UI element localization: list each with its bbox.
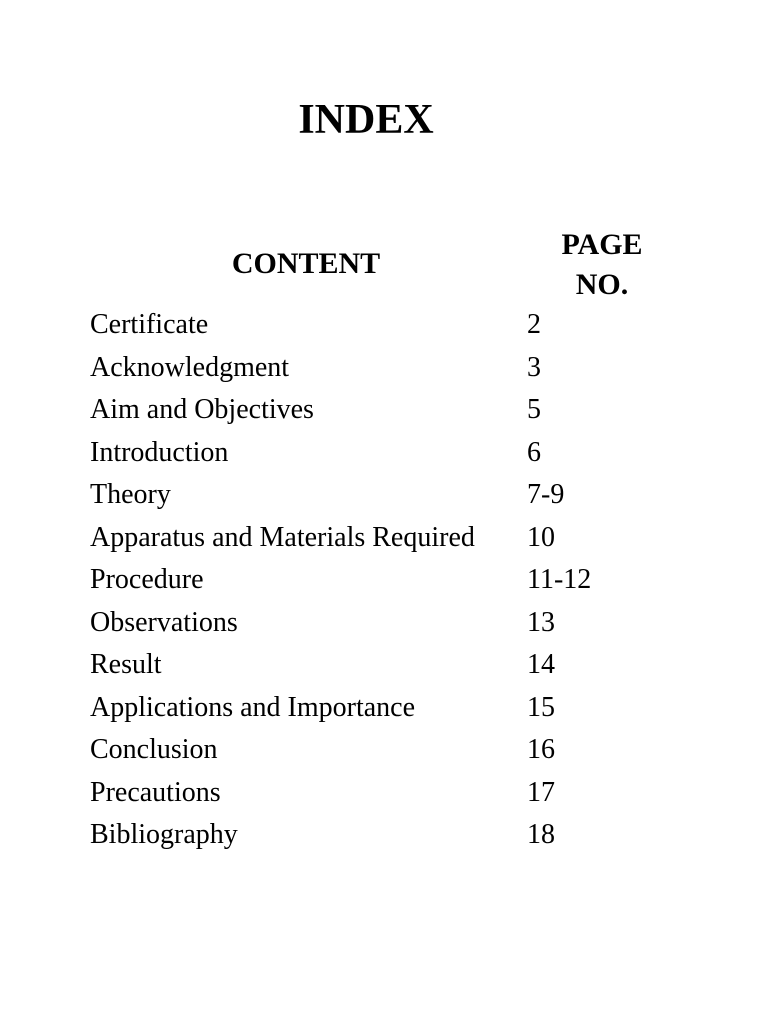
row-page-number: 7-9 [527,479,565,510]
index-row [90,434,650,472]
index-row [90,646,650,684]
row-page-number: 2 [527,309,541,340]
index-table [90,306,650,859]
row-page-number: 18 [527,819,555,850]
row-label: Conclusion [90,734,218,765]
page-title: INDEX [298,97,434,143]
row-page-number: 17 [527,776,555,808]
index-row [90,561,650,599]
row-page-number: 14 [527,649,555,680]
row-label: Apparatus and Materials Required [90,521,475,553]
row-label: Procedure [90,564,204,595]
content-column-header: CONTENT [231,247,381,280]
row-page-number: 3 [527,351,541,383]
index-row [90,774,650,812]
row-page-number: 10 [527,521,555,553]
page-header-line-2: NO. [575,268,629,301]
index-row [90,306,650,344]
row-page-number: 6 [527,436,541,468]
row-label: Acknowledgment [90,351,290,383]
row-page-number: 15 [527,691,555,723]
index-row [90,816,650,854]
row-page-number: 13 [527,606,555,638]
row-page-number: 11-12 [527,564,592,595]
row-label: Observations [90,606,238,638]
row-label: Precautions [90,776,221,808]
index-row [90,476,650,514]
index-row [90,391,650,429]
index-row [90,604,650,642]
row-label: Introduction [90,436,229,468]
row-label: Theory [90,479,171,510]
row-label: Applications and Importance [90,691,416,723]
index-row [90,519,650,557]
page-no-column-header [522,225,682,305]
row-label: Bibliography [90,819,238,850]
row-page-number: 5 [527,394,541,425]
index-row [90,689,650,727]
page-header-line-1: PAGE [561,228,643,261]
index-row [90,731,650,769]
row-page-number: 16 [527,734,555,765]
row-label: Result [90,649,162,680]
index-row [90,349,650,387]
row-label: Certificate [90,309,209,340]
row-label: Aim and Objectives [90,394,314,425]
